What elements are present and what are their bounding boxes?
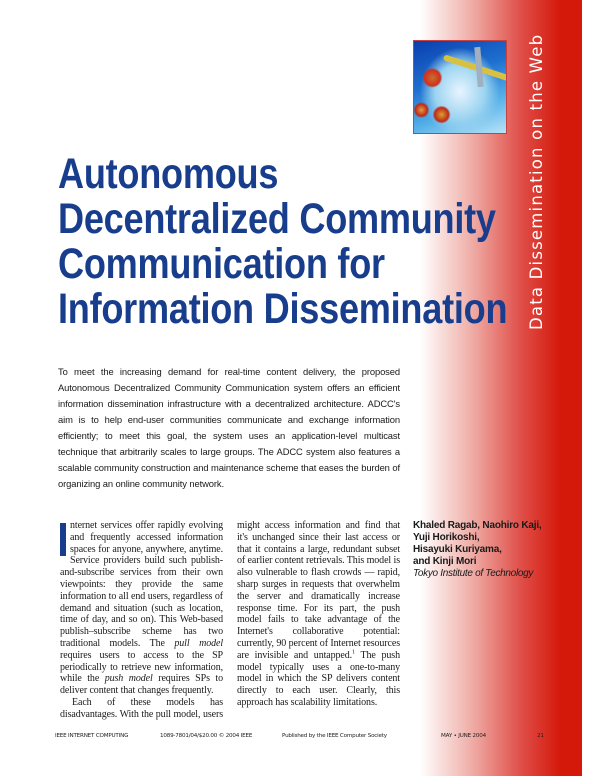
title-line: Information Dissemination xyxy=(58,285,508,333)
author-line: Khaled Ragab, Naohiro Kaji, xyxy=(413,520,542,531)
drop-cap-I xyxy=(60,523,66,556)
title-line: Autonomous xyxy=(58,150,279,198)
author-line: Yuji Horikoshi, xyxy=(413,531,480,543)
article-title xyxy=(58,152,507,332)
author-line: and Kinji Mori xyxy=(413,555,477,567)
author-block xyxy=(413,520,542,580)
page-number: 21 xyxy=(537,733,544,739)
footer-publisher: Published by the IEEE Computer Society xyxy=(282,733,387,739)
body-text-columns xyxy=(60,520,400,721)
body-paragraph: nternet services offer rapidly evolving and frequently accessed information spaces for anyone, anywhere, anytime. Service providers build such publish-and-subscribe services from their own viewpoints: they provide the same information to all end users, regardless of demand and situation (such as location, time of day, and so on). This Web-based publish–subscribe scheme has two traditional models. The pull model requires users to access to the SP periodically to retrieve new information, while the push model requires SPs to deliver content that changes frequently. xyxy=(60,520,224,697)
author-line: Hisayuki Kuriyama, xyxy=(413,543,502,555)
title-line: Decentralized Community xyxy=(58,195,496,243)
footer-issn: 1089-7801/04/$20.00 © 2004 IEEE xyxy=(160,733,253,739)
footer-journal: IEEE INTERNET COMPUTING xyxy=(55,733,129,739)
body-paragraph: Each of these models has disadvantages. With the pull model, users might access information and find that it's unchanged since their last access or that it contains a large, redundant subset of earlier content retrievals. This model is also vulnerable to flash crowds — rapid, sharp surges in requests that overwhelm the server and dramatically increase response time. For its part, the push model fails to take advantage of the Internet's collaborative potential: currently, 90 percent of Internet resources are invisible and untapped.$^1$ The push model typically uses a one-to-many model in which the SP delivers content directly to each user. Clearly, this approach has scalability limitations. xyxy=(60,520,401,720)
abstract: To meet the increasing demand for real-time content delivery, the proposed Autonomous Decentralized Community Communication system offers an efficient information dissemination infrastructure with a decentralized architecture. ADCC's aim is to help end-user communities communicate and exchange information efficiently; to meet this goal, the system uses an application-level multicast technique that arbitrarily scales to large groups. The ADCC system also features a scalable community construction and maintenance scheme that eases the burden of organizing an online community network. xyxy=(58,366,400,489)
affiliation: Tokyo Institute of Technology xyxy=(413,567,534,579)
title-line: Communication for xyxy=(58,240,385,288)
section-banner: Data Dissemination on the Web xyxy=(527,33,546,330)
airplane-parachute-illustration xyxy=(413,40,507,134)
footer-date: MAY • JUNE 2004 xyxy=(441,733,486,739)
reference-marker[interactable]: 1 xyxy=(352,649,355,656)
